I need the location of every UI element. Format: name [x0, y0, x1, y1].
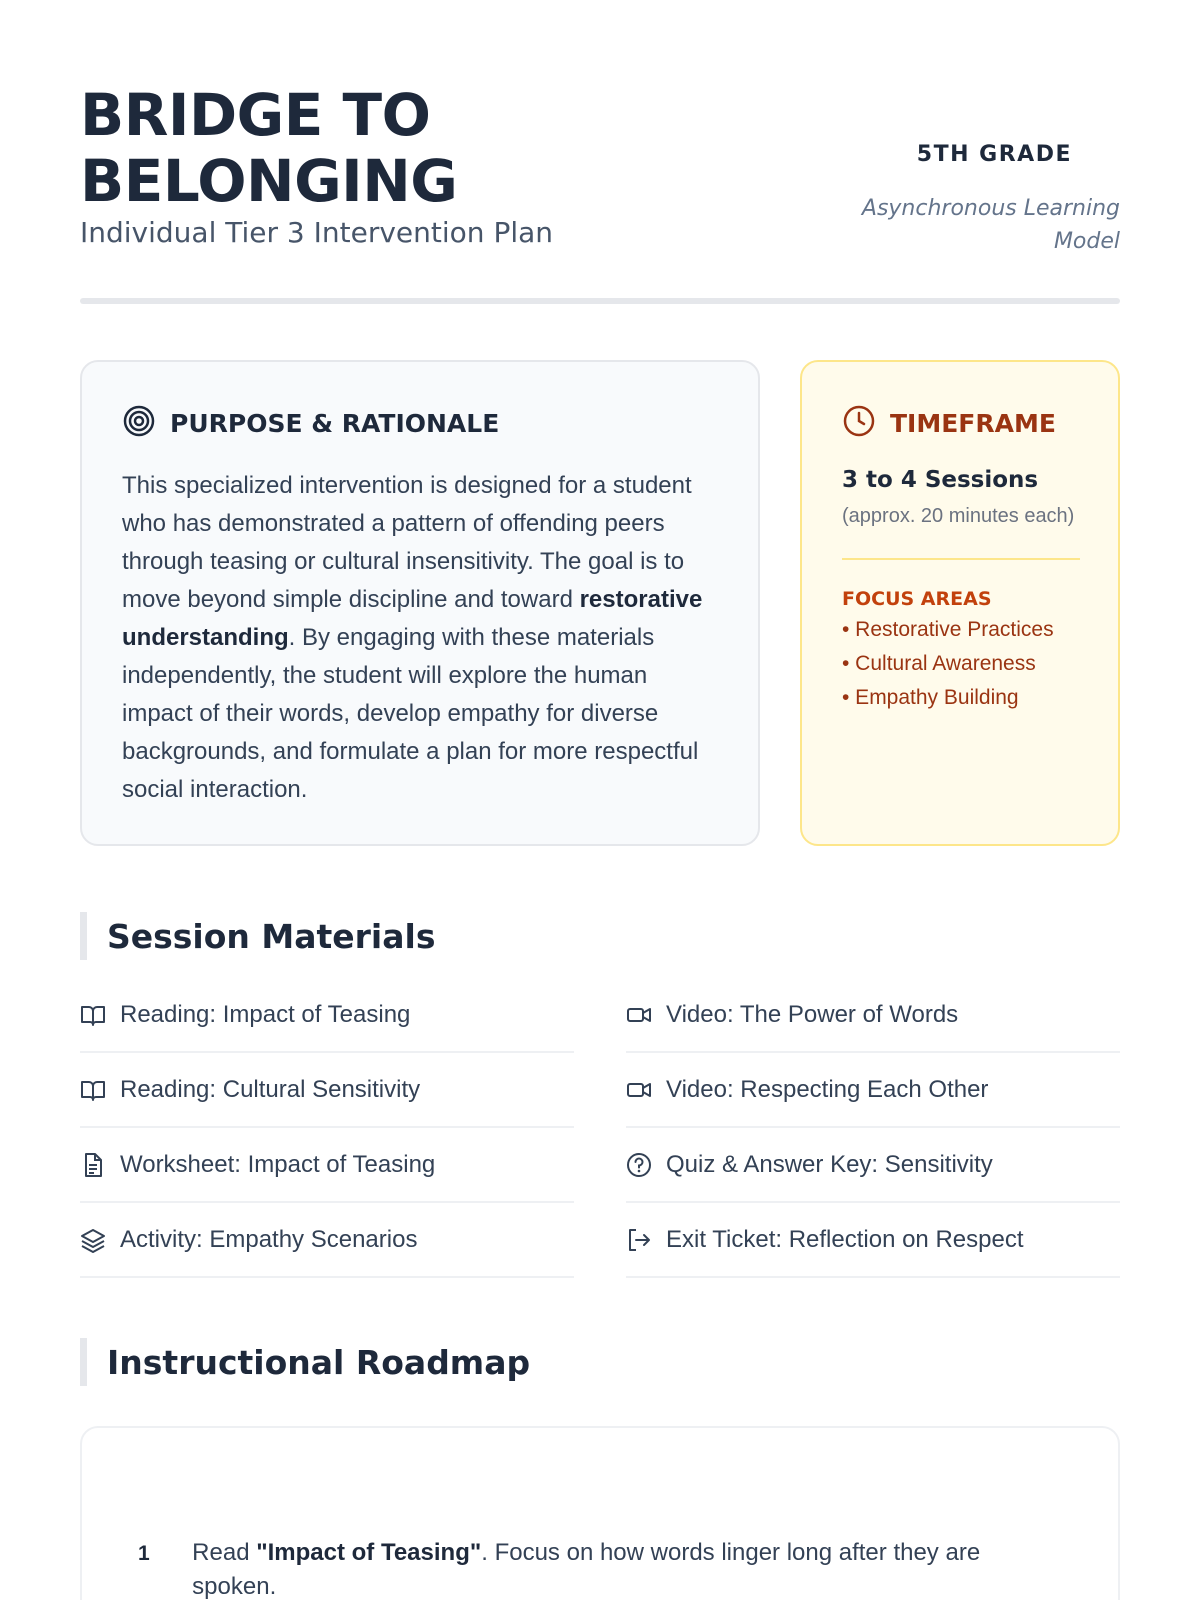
material-item[interactable] — [626, 1053, 1120, 1128]
layers-icon — [80, 1227, 106, 1253]
session-duration: (approx. 20 minutes each) — [842, 505, 1075, 527]
step-text-suffix: . Focus on how words linger long after they are spoken. — [192, 1539, 981, 1600]
roadmap-card — [80, 1426, 1120, 1600]
header-divider — [80, 298, 1120, 304]
timeframe-card — [800, 360, 1120, 846]
timeframe-card-header — [842, 404, 1078, 443]
material-label: Activity: Empathy Scenarios — [120, 1225, 418, 1253]
material-label: Reading: Impact of Teasing — [120, 1000, 411, 1028]
video-icon — [626, 1077, 652, 1103]
header — [80, 82, 1120, 262]
step-text-prefix: Read — [192, 1539, 257, 1566]
material-label: Video: The Power of Words — [666, 1000, 959, 1028]
title-line-1: BRIDGE TO — [80, 81, 431, 149]
learning-model-label: Asynchronous Learning Model — [861, 196, 1120, 254]
help-circle-icon — [626, 1152, 652, 1178]
step-number: 1 — [138, 1542, 150, 1565]
material-label: Quiz & Answer Key: Sensitivity — [666, 1150, 993, 1178]
video-icon — [626, 1002, 652, 1028]
purpose-text-start: This specialized intervention is designed for a student who has demonstrated a pattern of offending peers through teasing or cultural insensitivity. The goal is to move beyond simple discipline and toward — [122, 472, 692, 613]
material-item[interactable] — [626, 1203, 1120, 1278]
roadmap-step — [138, 1536, 998, 1600]
material-label: Video: Respecting Each Other — [666, 1075, 989, 1103]
material-item[interactable] — [626, 978, 1120, 1053]
timeframe-heading: TIMEFRAME — [890, 409, 1056, 438]
book-open-icon — [80, 1002, 106, 1028]
material-item[interactable] — [80, 1053, 574, 1128]
material-label: Exit Ticket: Reflection on Respect — [666, 1225, 1024, 1253]
timeframe-divider — [842, 558, 1080, 560]
focus-area-item: • Empathy Building — [842, 686, 1019, 709]
purpose-text — [122, 467, 718, 809]
material-label: Reading: Cultural Sensitivity — [120, 1075, 421, 1103]
log-out-icon — [626, 1227, 652, 1253]
clock-icon — [842, 404, 876, 443]
purpose-card-header — [122, 404, 718, 443]
book-open-icon — [80, 1077, 106, 1103]
purpose-card — [80, 360, 760, 846]
step-text-title: "Impact of Teasing" — [256, 1539, 482, 1566]
purpose-text-emphasis: restorative understanding — [122, 586, 703, 651]
material-item[interactable] — [80, 1203, 574, 1278]
material-item[interactable] — [80, 978, 574, 1053]
grade-label: 5TH GRADE — [916, 142, 1072, 167]
file-text-icon — [80, 1152, 106, 1178]
title-line-2: BELONGING — [80, 147, 458, 215]
target-icon — [122, 404, 156, 443]
session-count: 3 to 4 Sessions — [842, 467, 1039, 493]
focus-area-item: • Restorative Practices — [842, 618, 1054, 641]
focus-area-item: • Cultural Awareness — [842, 652, 1036, 675]
materials-list — [80, 978, 1120, 1278]
purpose-heading: PURPOSE & RATIONALE — [170, 409, 500, 438]
material-item[interactable] — [80, 1128, 574, 1203]
focus-areas-heading: FOCUS AREAS — [842, 588, 992, 610]
purpose-text-end: . By engaging with these materials independently, the student will explore the human impact of their words, develop empathy for diverse backgrounds, and formulate a plan for more respectful social interaction. — [122, 624, 699, 803]
roadmap-heading: Instructional Roadmap — [80, 1338, 530, 1386]
material-item[interactable] — [626, 1128, 1120, 1203]
step-text — [192, 1536, 998, 1600]
page-subtitle: Individual Tier 3 Intervention Plan — [80, 216, 554, 249]
session-materials-heading: Session Materials — [80, 912, 435, 960]
material-label: Worksheet: Impact of Teasing — [120, 1150, 436, 1178]
